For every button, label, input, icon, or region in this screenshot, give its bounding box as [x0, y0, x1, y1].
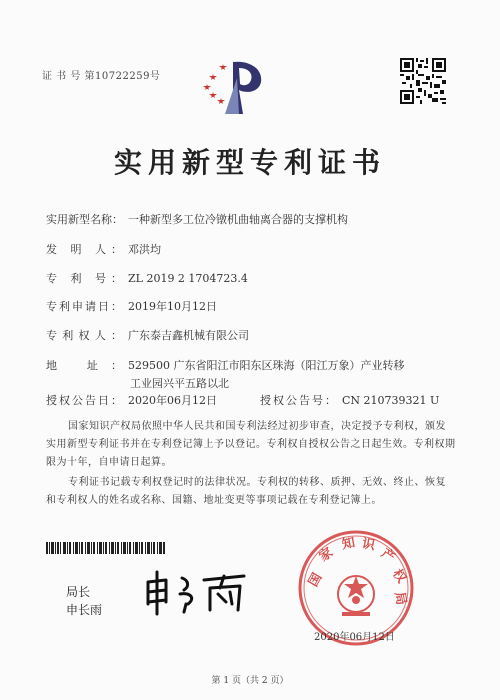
- field-value: 邓洪均: [128, 243, 161, 256]
- field-value: CN 210739321 U: [342, 394, 440, 407]
- field-label: 实用新型名称：: [46, 213, 123, 226]
- qr-code-icon: [400, 58, 446, 104]
- handwritten-signature-icon: [140, 568, 260, 616]
- svg-text:识: 识: [360, 536, 377, 554]
- director-title: 局长: [66, 585, 91, 599]
- barcode-icon: [46, 542, 166, 554]
- certificate-number: 证 书 号 第10722259号: [42, 71, 161, 82]
- field-label: 地 址：: [46, 359, 122, 372]
- page-indicator: 第 1 页（共 2 页）: [211, 676, 289, 686]
- svg-text:权: 权: [389, 566, 409, 586]
- field-value: ZL 2019 2 1704723.4: [128, 272, 248, 285]
- director-name: 申长雨: [66, 603, 103, 617]
- grant-statement-paragraph: 国家知识产权局依照中华人民共和国专利法经过初步审查，决定授予专利权，颁发实用新型专利证书并在专利登记簿上予以登记。专利权自授权公告之日起生效。专利权期限为十年，自申请日起算。: [46, 421, 456, 468]
- cnipa-logo-icon: [203, 58, 273, 116]
- field-patent-number: [46, 270, 248, 286]
- svg-text:局: 局: [391, 590, 409, 607]
- field-address-line2: 工业园兴平五路以北: [130, 377, 229, 390]
- field-address: [46, 357, 405, 373]
- field-label: 专 利 号：: [46, 272, 122, 285]
- field-utility-model-name: [46, 211, 348, 227]
- field-value: 一种新型多工位冷镦机曲轴离合器的支撑机构: [128, 213, 348, 226]
- field-value: 2020年06月12日: [128, 394, 217, 407]
- field-label: 授权公告日：: [46, 394, 122, 407]
- field-filing-date: [46, 298, 217, 314]
- field-inventor: [46, 241, 161, 257]
- svg-text:产: 产: [378, 545, 398, 566]
- field-label: 发 明 人：: [46, 243, 122, 256]
- svg-text:国: 国: [305, 570, 326, 590]
- field-patentee: [46, 327, 249, 343]
- field-value: 广东泰吉鑫机械有限公司: [128, 329, 249, 342]
- field-value: 529500 广东省阳江市阳东区珠海（阳江万象）产业转移: [128, 359, 405, 372]
- svg-text:家: 家: [316, 545, 336, 565]
- field-grant-number: [260, 392, 439, 408]
- legal-status-paragraph: 专利证书记载专利权登记时的法律状况。专利权的转移、质押、无效、终止、恢复和专利权人的姓名或名称、国籍、地址变更等事项记载在专利登记簿上。: [46, 477, 446, 506]
- svg-text:知: 知: [340, 535, 357, 553]
- field-label: 专利权人：: [46, 329, 122, 342]
- field-grant-date: [46, 392, 217, 408]
- seal-date: 2020年06月12日: [314, 632, 395, 643]
- document-title: 实用新型专利证书: [113, 146, 386, 179]
- field-value: 2019年10月12日: [128, 300, 217, 313]
- field-label: 专利申请日：: [46, 300, 122, 313]
- field-label: 授权公告号：: [260, 394, 336, 407]
